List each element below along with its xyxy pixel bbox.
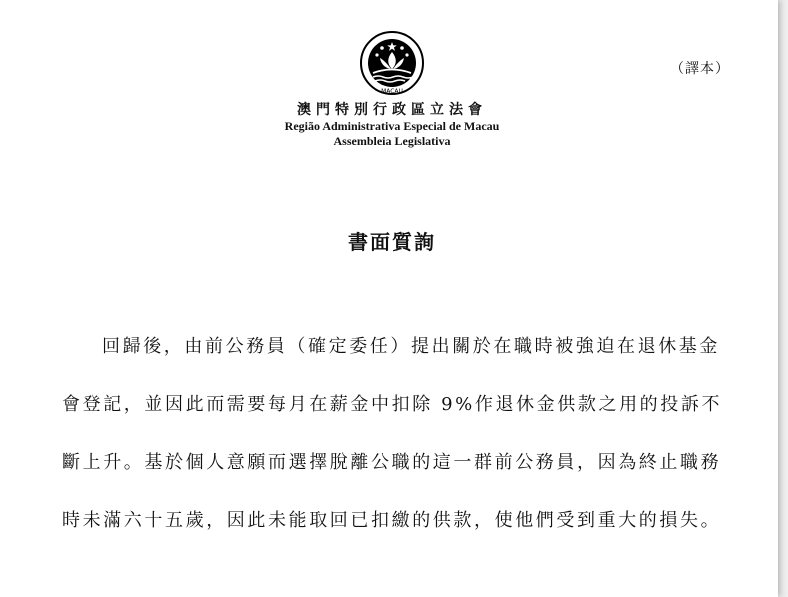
document-header	[200, 101, 584, 149]
document-title: 書面質詢	[348, 230, 436, 254]
translation-note: （譯本）	[670, 61, 730, 77]
header-name-pt-line1: Região Administrativa Especial de Macau	[284, 119, 500, 133]
macau-emblem-icon	[359, 30, 425, 96]
header-name-pt-line2: Assembleia Legislativa	[333, 134, 451, 148]
header-name-zh: 澳門特別行政區立法會	[297, 102, 487, 118]
emblem-ring-text: MACAU	[381, 88, 403, 95]
body-paragraph: 回歸後，由前公務員（確定委任）提出關於在職時被強迫在退休基金會登記，並因此而需要每月在薪金中扣除 9%作退休金供款之用的投訴不斷上升。基於個人意願而選擇脫離公職的這一群前公務員，因為終止職務時未滿六十五歲，因此未能取回已扣繳的供款，使他們受到重大的損失。	[62, 336, 723, 531]
